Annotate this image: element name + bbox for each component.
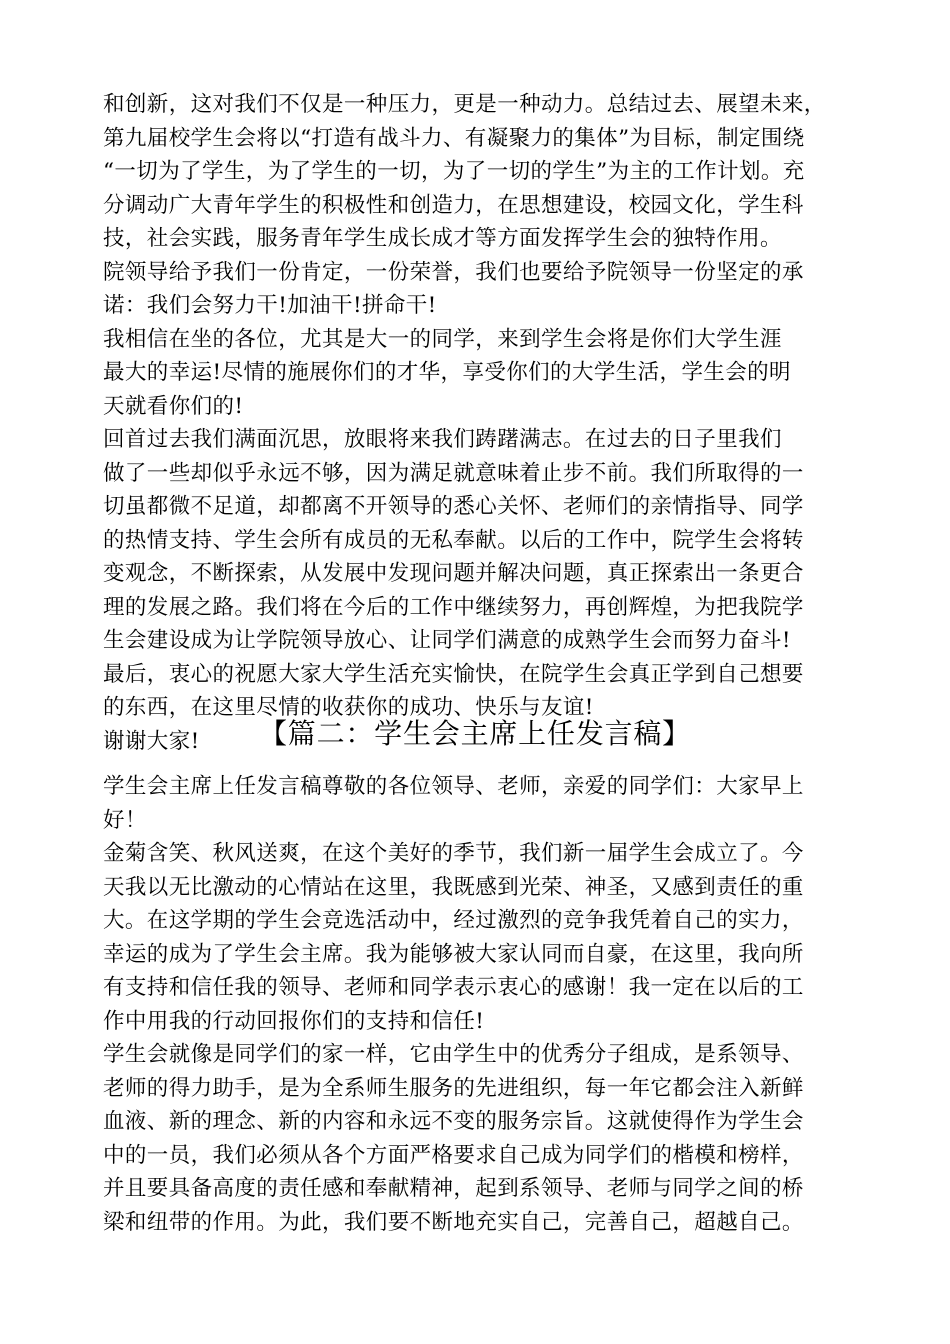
text-line: 学生会主席上任发言稿尊敬的各位领导、老师，亲爱的同学们：大家早上 bbox=[103, 774, 804, 799]
text-line: 血液、新的理念、新的内容和永远不变的服务宗旨。这就使得作为学生会 bbox=[103, 1109, 804, 1134]
text-line: 诺：我们会努力干!加油干!拼命干! bbox=[103, 293, 437, 318]
text-line: 第九届校学生会将以“打造有战斗力、有凝聚力的集体”为目标，制定围绕 bbox=[103, 125, 805, 151]
text-line: 最后，衷心的祝愿大家大学生活充实愉快，在院学生会真正学到自己想要 bbox=[103, 661, 804, 687]
text-line: 和创新，这对我们不仅是一种压力，更是一种动力。总结过去、展望未来， bbox=[103, 92, 826, 117]
text-line: 作中用我的行动回报你们的支持和信任! bbox=[103, 1008, 485, 1034]
text-line: 的热情支持、学生会所有成员的无私奉献。以后的工作中，院学生会将转 bbox=[103, 527, 804, 553]
text-line: 回首过去我们满面沉思，放眼将来我们踌躇满志。在过去的日子里我们 bbox=[103, 427, 782, 452]
text-line: 变观念，不断探索，从发展中发现问题并解决问题，真正探索出一条更合 bbox=[103, 561, 804, 586]
text-line: 我相信在坐的各位，尤其是大一的同学，来到学生会将是你们大学生涯 bbox=[103, 326, 782, 352]
text-line: 的东西，在这里尽情的收获你的成功、快乐与友谊! bbox=[103, 695, 594, 720]
text-line: “一切为了学生，为了学生的一切，为了一切的学生”为主的工作计划。充 bbox=[103, 159, 805, 184]
section-title: 【篇二：学生会主席上任发言稿】 bbox=[258, 717, 691, 750]
text-line: 梁和纽带的作用。为此，我们要不断地充实自己，完善自己，超越自己。 bbox=[103, 1209, 804, 1235]
text-line: 金菊含笑、秋风送爽，在这个美好的季节，我们新一届学生会成立了。今 bbox=[103, 841, 804, 866]
speech-part-one bbox=[103, 88, 863, 758]
text-line: 切虽都微不足道，却都离不开领导的悉心关怀、老师们的亲情指导、同学 bbox=[103, 494, 804, 519]
text-line: 有支持和信任我的领导、老师和同学表示衷心的感谢！我一定在以后的工 bbox=[103, 975, 804, 1000]
text-line: 理的发展之路。我们将在今后的工作中继续努力，再创辉煌，为把我院学 bbox=[103, 594, 804, 620]
text-line: 好！ bbox=[103, 807, 147, 833]
text-line: 幸运的成为了学生会主席。我为能够被大家认同而自豪，在这里，我向所 bbox=[103, 941, 804, 967]
text-line: 天就看你们的! bbox=[103, 393, 244, 419]
text-line: 院领导给予我们一份肯定，一份荣誉，我们也要给予院领导一份坚定的承 bbox=[103, 259, 804, 285]
text-line: 谢谢大家! bbox=[103, 728, 200, 754]
text-line: 老师的得力助手，是为全系师生服务的先进组织，每一年它都会注入新鲜 bbox=[103, 1075, 804, 1101]
text-line: 技，社会实践，服务青年学生成长成才等方面发挥学生会的独特作用。 bbox=[103, 226, 782, 251]
text-line: 分调动广大青年学生的积极性和创造力，在思想建设，校园文化，学生科 bbox=[103, 192, 804, 218]
text-line: 大。在这学期的学生会竞选活动中，经过激烈的竞争我凭着自己的实力， bbox=[103, 908, 804, 933]
text-line: 做了一些却似乎永远不够，因为满足就意味着止步不前。我们所取得的一 bbox=[103, 460, 804, 486]
text-line: 天我以无比激动的心情站在这里，我既感到光荣、神圣，又感到责任的重 bbox=[103, 874, 804, 900]
speech-part-two bbox=[103, 770, 863, 1239]
text-line: 中的一员，我们必须从各个方面严格要求自己成为同学们的楷模和榜样， bbox=[103, 1142, 804, 1168]
text-line: 学生会就像是同学们的家一样，它由学生中的优秀分子组成，是系领导、 bbox=[103, 1042, 804, 1067]
text-line: 并且要具备高度的责任感和奉献精神，起到系领导、老师与同学之间的桥 bbox=[103, 1176, 804, 1201]
text-line: 最大的幸运!尽情的施展你们的才华，享受你们的大学生活，学生会的明 bbox=[103, 360, 791, 385]
text-line: 生会建设成为让学院领导放心、让同学们满意的成熟学生会而努力奋斗! bbox=[103, 628, 791, 653]
